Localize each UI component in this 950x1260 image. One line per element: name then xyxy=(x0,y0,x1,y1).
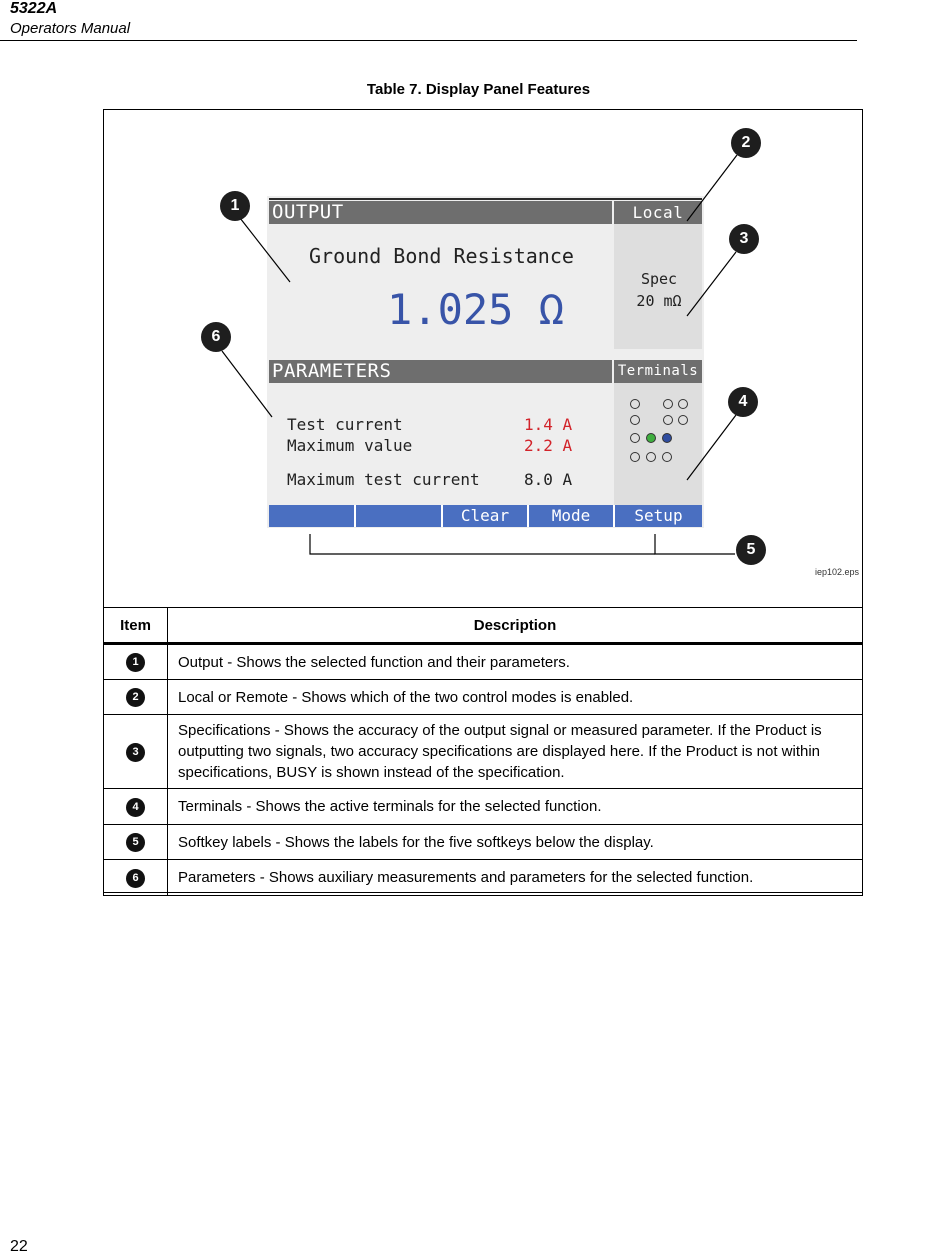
function-name: Ground Bond Resistance xyxy=(309,244,574,268)
description-cell: Specifications - Shows the accuracy of the output signal or measured parameter. If the Product is outputting two signals, two accuracy specifications are displayed here. If the Product is not within specifications, BUSY is shown instead of the specification. xyxy=(168,715,863,789)
terminals-bar: Terminals xyxy=(614,360,702,383)
leader-line-2 xyxy=(687,155,737,221)
table-row xyxy=(104,789,863,825)
header-rule xyxy=(0,40,857,41)
softkey-bracket-left xyxy=(310,534,655,554)
item-number-badge: 1 xyxy=(126,653,145,672)
param-value: 1.4 A xyxy=(524,415,573,434)
description-cell: Local or Remote - Shows which of the two control modes is enabled. xyxy=(168,680,863,715)
item-number-badge: 6 xyxy=(126,869,145,888)
item-cell xyxy=(104,644,168,680)
feature-table-frame xyxy=(103,109,863,893)
header-manual-title: Operators Manual xyxy=(10,20,131,37)
item-cell xyxy=(104,789,168,825)
leader-line-3 xyxy=(687,252,736,316)
param-value: 8.0 A xyxy=(524,470,573,489)
item-column-header: Item xyxy=(104,608,168,644)
param-name: Maximum value xyxy=(287,436,413,455)
softkey-clear[interactable]: Clear xyxy=(443,505,527,527)
softkey-bracket-right xyxy=(655,534,735,554)
table-row xyxy=(104,680,863,715)
description-cell: Parameters - Shows auxiliary measurements and parameters for the selected function. xyxy=(168,860,863,896)
table-row xyxy=(104,644,863,680)
callout-4: 4 xyxy=(728,387,758,417)
figure-filename: iep102.eps xyxy=(814,567,859,577)
parameters-bar: PARAMETERS xyxy=(269,360,612,383)
table-row xyxy=(104,715,863,789)
item-number-badge: 2 xyxy=(126,688,145,707)
callout-6: 6 xyxy=(201,322,231,352)
description-cell: Softkey labels - Shows the labels for the five softkeys below the display. xyxy=(168,825,863,860)
item-number-badge: 4 xyxy=(126,798,145,817)
callout-leader-lines xyxy=(104,110,864,607)
description-cell: Terminals - Shows the active terminals for the selected function. xyxy=(168,789,863,825)
callout-1: 1 xyxy=(220,191,250,221)
leader-line-6 xyxy=(222,351,272,417)
spec-value: 20 mΩ xyxy=(636,292,682,310)
item-number-badge: 3 xyxy=(126,743,145,762)
main-reading: 1.025 Ω xyxy=(387,285,565,334)
softkey-mode[interactable]: Mode xyxy=(529,505,613,527)
item-cell xyxy=(104,825,168,860)
output-bar: OUTPUT xyxy=(269,201,612,224)
callout-3: 3 xyxy=(729,224,759,254)
description-cell: Output - Shows the selected function and their parameters. xyxy=(168,644,863,680)
item-cell xyxy=(104,680,168,715)
header-model: 5322A xyxy=(10,0,58,17)
param-name: Maximum test current xyxy=(287,470,480,489)
callout-2: 2 xyxy=(731,128,761,158)
table-caption: Table 7. Display Panel Features xyxy=(366,81,591,98)
mode-indicator: Local xyxy=(614,201,702,224)
table-header-row xyxy=(104,608,863,644)
leader-line-1 xyxy=(240,218,290,282)
display-figure xyxy=(104,110,862,607)
item-cell xyxy=(104,715,168,789)
callout-5: 5 xyxy=(736,535,766,565)
spec-label: Spec xyxy=(640,270,678,288)
item-cell xyxy=(104,860,168,896)
param-value: 2.2 A xyxy=(524,436,573,455)
softkey-setup[interactable]: Setup xyxy=(615,505,702,527)
description-column-header: Description xyxy=(168,608,863,644)
leader-line-4 xyxy=(687,415,736,480)
page-number: 22 xyxy=(10,1238,28,1255)
item-number-badge: 5 xyxy=(126,833,145,852)
features-table xyxy=(103,607,863,896)
table-row xyxy=(104,860,863,896)
table-row xyxy=(104,825,863,860)
param-name: Test current xyxy=(287,415,403,434)
